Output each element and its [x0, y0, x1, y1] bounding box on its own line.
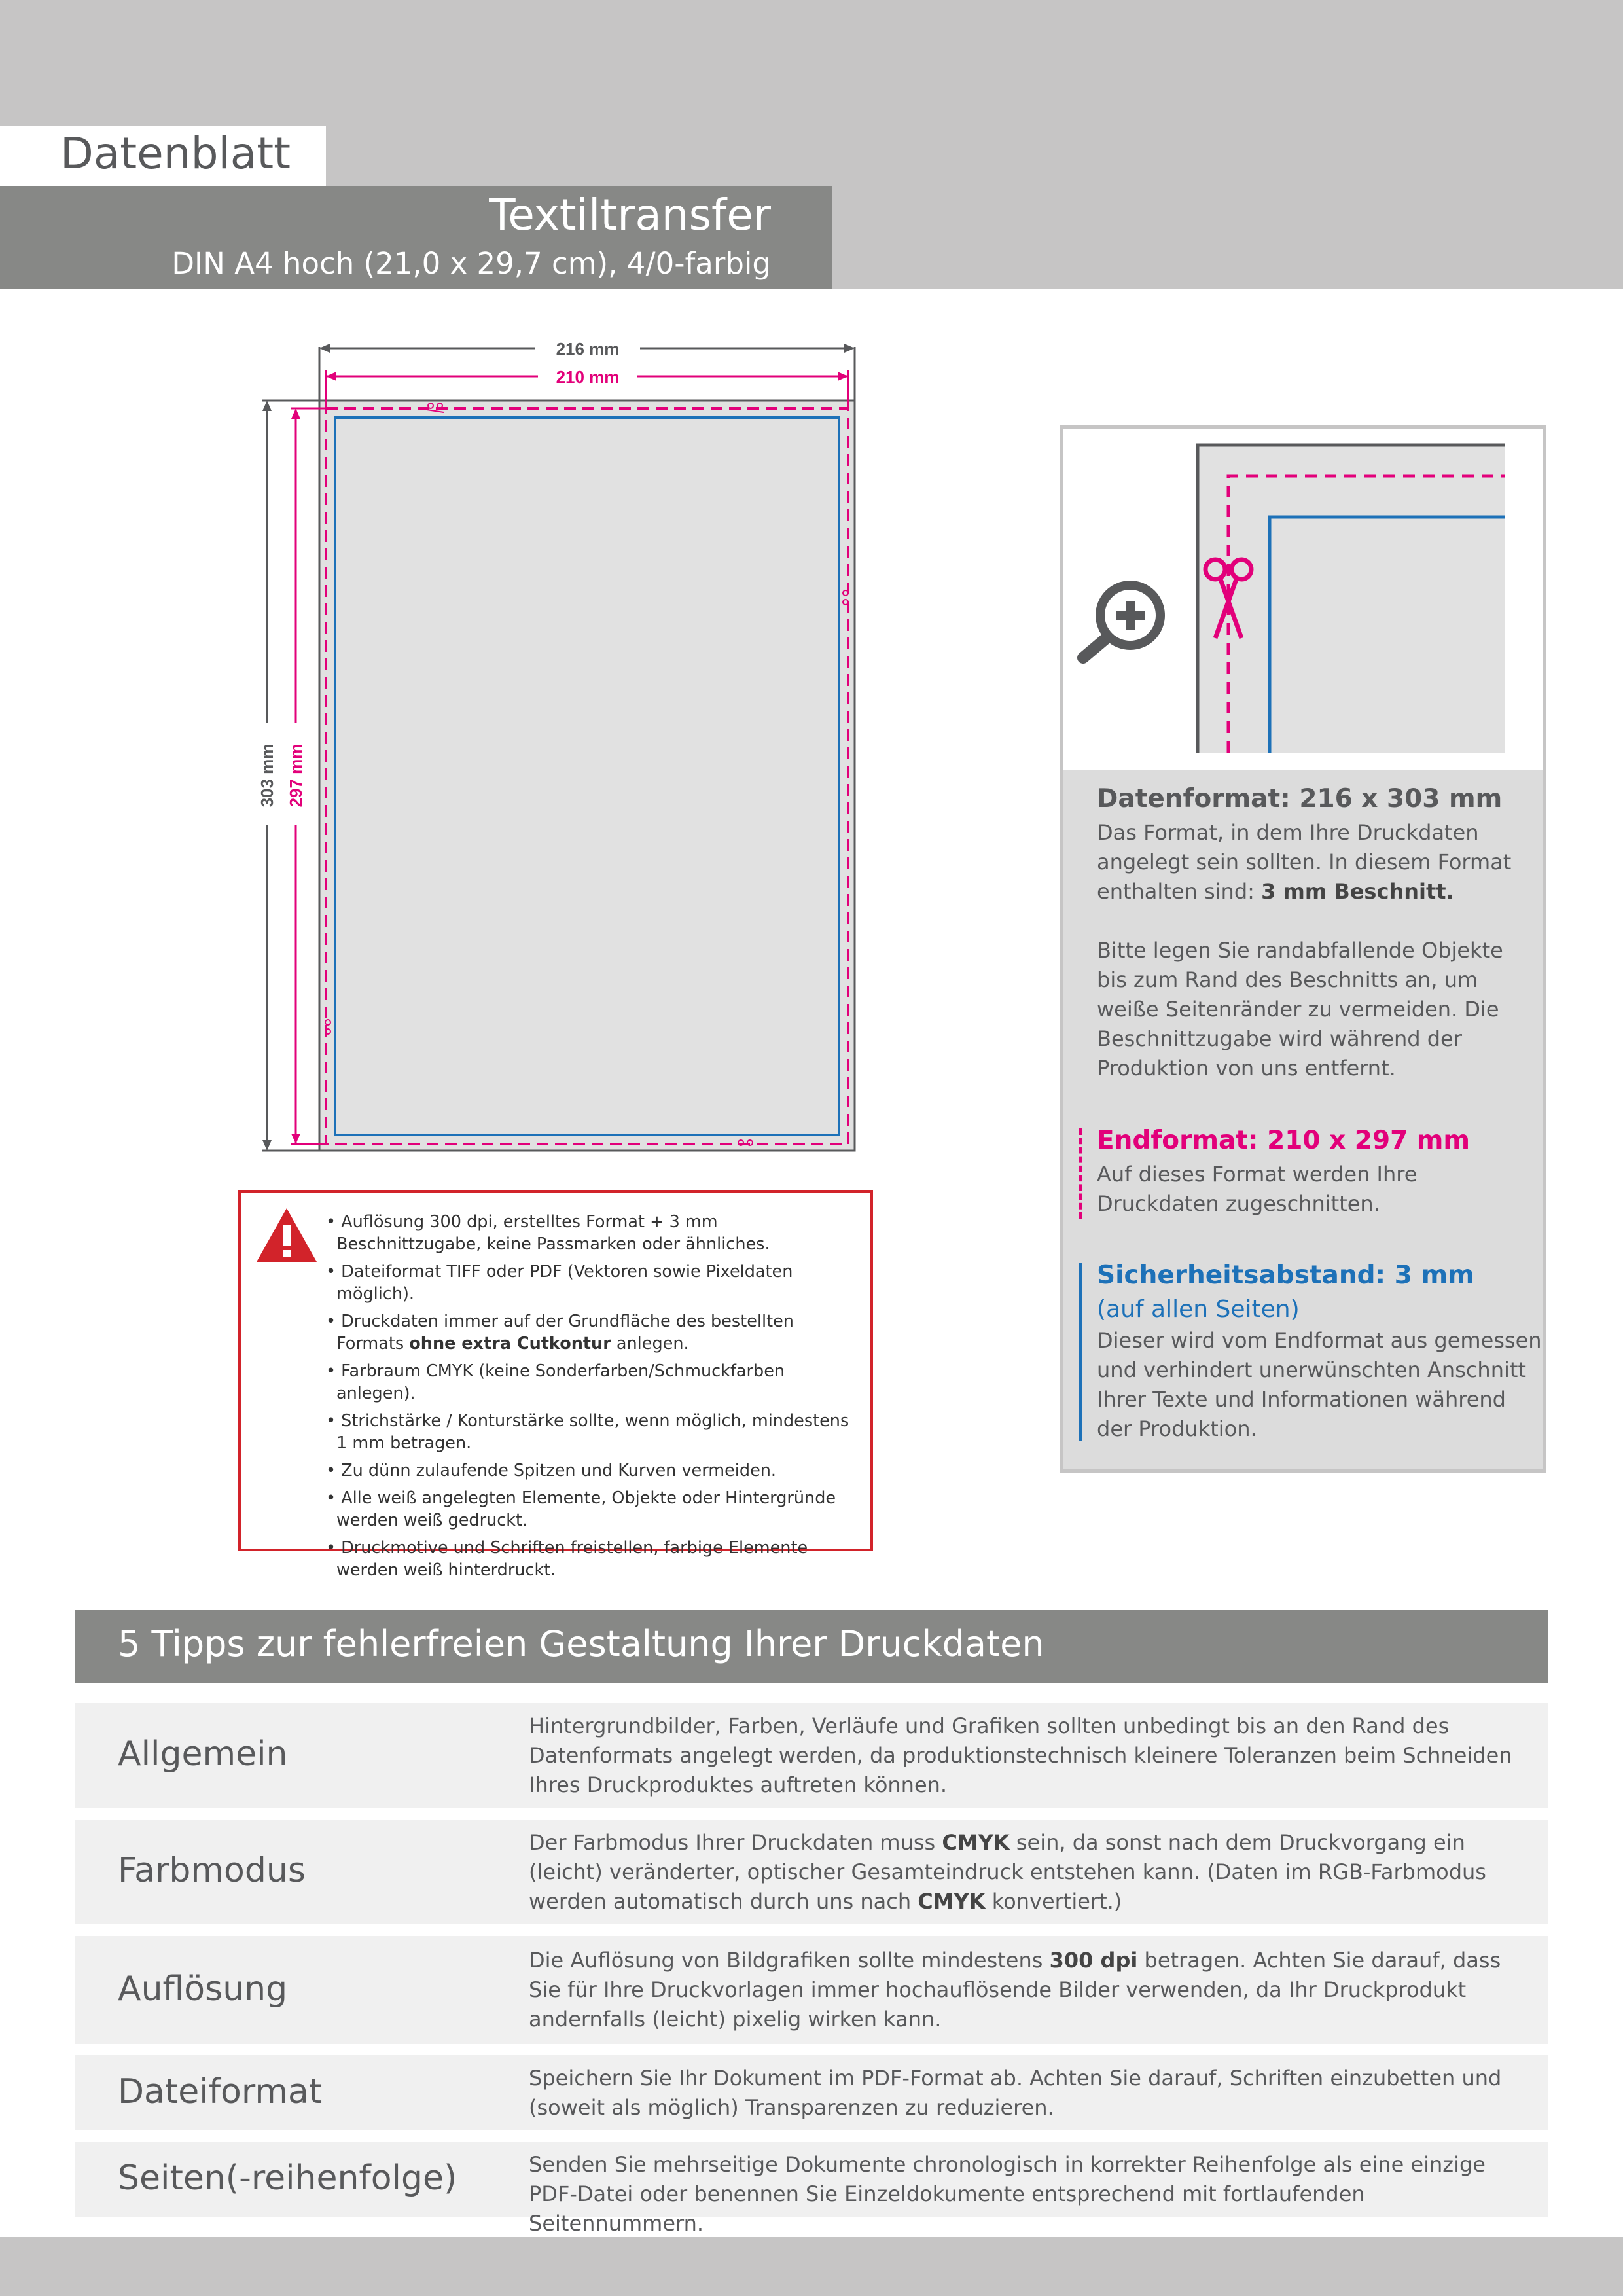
- safety-title: Sicherheitsabstand: 3 mm: [1097, 1261, 1474, 1290]
- tips-row-label: Dateiformat: [118, 2072, 323, 2111]
- endformat-title: Endformat: 210 x 297 mm: [1097, 1126, 1471, 1155]
- tips-row-label: Auflösung: [118, 1969, 288, 2009]
- safety-subtitle: (auf allen Seiten): [1097, 1296, 1300, 1323]
- datenformat-hint: Bitte legen Sie randabfallende Objekte bis zum Rand des Beschnitts an, um weiße Seitenränder zu vermeiden. Die Beschnittzugabe wird während der Produktion von uns entfernt.: [1097, 938, 1503, 1081]
- tips-title: 5 Tipps zur fehlerfreien Gestaltung Ihrer Druckdaten: [118, 1623, 1044, 1664]
- tips-row-label: Seiten(-reihenfolge): [118, 2159, 457, 2198]
- tips-row: [75, 1936, 1548, 2044]
- tips-row-label: Allgemein: [118, 1734, 288, 1774]
- tips-row-text: Die Auflösung von Bildgrafiken sollte mindestens 300 dpi betragen. Achten Sie darauf, dass Sie für Ihre Druckvorlagen immer hochauflösende Bilder verwenden, da Ihr Druckprodukt andernfalls (leicht) pixelig wirken kann.: [529, 1948, 1501, 2032]
- zoom-detail: [1063, 429, 1543, 770]
- document-label: Datenblatt: [60, 128, 291, 179]
- height-final-label: 297 mm: [286, 744, 306, 808]
- height-data-label: 303 mm: [257, 744, 277, 808]
- warning-item: • Farbraum CMYK (keine Sonderfarben/Schmuckfarben anlegen).: [326, 1360, 856, 1405]
- page-title: Textiltransfer: [489, 190, 771, 240]
- warning-item: • Druckdaten immer auf der Grundfläche des bestellten Formats ohne extra Cutkontur anlegen.: [326, 1310, 856, 1355]
- tips-row: [75, 1820, 1548, 1924]
- format-diagram: [236, 334, 903, 1172]
- data-format-area: [319, 401, 855, 1151]
- warning-item: • Alle weiß angelegten Elemente, Objekte oder Hintergründe werden weiß gedruckt.: [326, 1487, 856, 1532]
- warning-item: • Druckmotive und Schriften freistellen, farbige Elemente werden weiß hinterdruckt.: [326, 1537, 856, 1581]
- warning-box: [238, 1190, 873, 1580]
- tips-row-label: Farbmodus: [118, 1851, 306, 1890]
- datenformat-title: Datenformat: 216 x 303 mm: [1097, 784, 1503, 814]
- tips-row-text: Hintergrundbilder, Farben, Verläufe und Grafiken sollten unbedingt bis an den Rand des Datenformats angelegt werden, da produktionstechnisch kleinere Toleranzen beim Schneiden Ihres Druckproduktes auftreten können.: [529, 1713, 1512, 1797]
- warning-triangle-icon: [254, 1206, 319, 1265]
- footer-band: [0, 2237, 1623, 2296]
- width-final-label: 210 mm: [556, 367, 620, 387]
- warning-item: • Dateiformat TIFF oder PDF (Vektoren sowie Pixeldaten möglich).: [326, 1261, 856, 1305]
- datenformat-text: Das Format, in dem Ihre Druckdaten angelegt sein sollten. In diesem Format enthalten sind: 3 mm Beschnitt.: [1097, 820, 1512, 904]
- page-subtitle: DIN A4 hoch (21,0 x 29,7 cm), 4/0-farbig: [171, 246, 771, 281]
- endformat-text: Auf dieses Format werden Ihre Druckdaten zugeschnitten.: [1097, 1162, 1418, 1216]
- magnifier-plus-icon: [1083, 585, 1160, 658]
- warning-item: • Zu dünn zulaufende Spitzen und Kurven vermeiden.: [326, 1460, 856, 1482]
- tips-row-text: Speichern Sie Ihr Dokument im PDF-Format ab. Achten Sie darauf, Schriften einzubetten und (soweit als möglich) Transparenzen zu reduzieren.: [529, 2065, 1502, 2120]
- tips-row: [75, 1703, 1548, 1808]
- tips-row-text: Der Farbmodus Ihrer Druckdaten muss CMYK sein, da sonst nach dem Druckvorgang ein (leicht) veränderter, optischer Gesamteindruck entstehen kann. (Daten im RGB-Farbmodus werden automatisch durch uns nach CMYK konvertiert.): [529, 1829, 1486, 1914]
- tips-row: [75, 2055, 1548, 2130]
- tips-row: [75, 2142, 1548, 2236]
- endformat-marker: [1079, 1128, 1082, 1219]
- tips-row-text: Senden Sie mehrseitige Dokumente chronologisch in korrekter Reihenfolge als eine einzige PDF-Datei oder benennen Sie Einzeldokumente entsprechend mit fortlaufenden Seitennummern.: [529, 2152, 1486, 2236]
- warning-item: • Auflösung 300 dpi, erstelltes Format + 3 mm Beschnittzugabe, keine Passmarken oder ähnliches.: [326, 1211, 856, 1255]
- warning-list: [326, 1211, 856, 1587]
- corner-detail-graphic: [1063, 429, 1543, 770]
- safety-text: Dieser wird vom Endformat aus gemessen und verhindert unerwünschten Anschnitt Ihrer Texte und Informationen während der Produktion.: [1097, 1328, 1542, 1441]
- width-data-label: 216 mm: [556, 339, 620, 359]
- safety-marker: [1079, 1263, 1082, 1441]
- warning-item: • Strichstärke / Konturstärke sollte, wenn möglich, mindestens 1 mm betragen.: [326, 1410, 856, 1454]
